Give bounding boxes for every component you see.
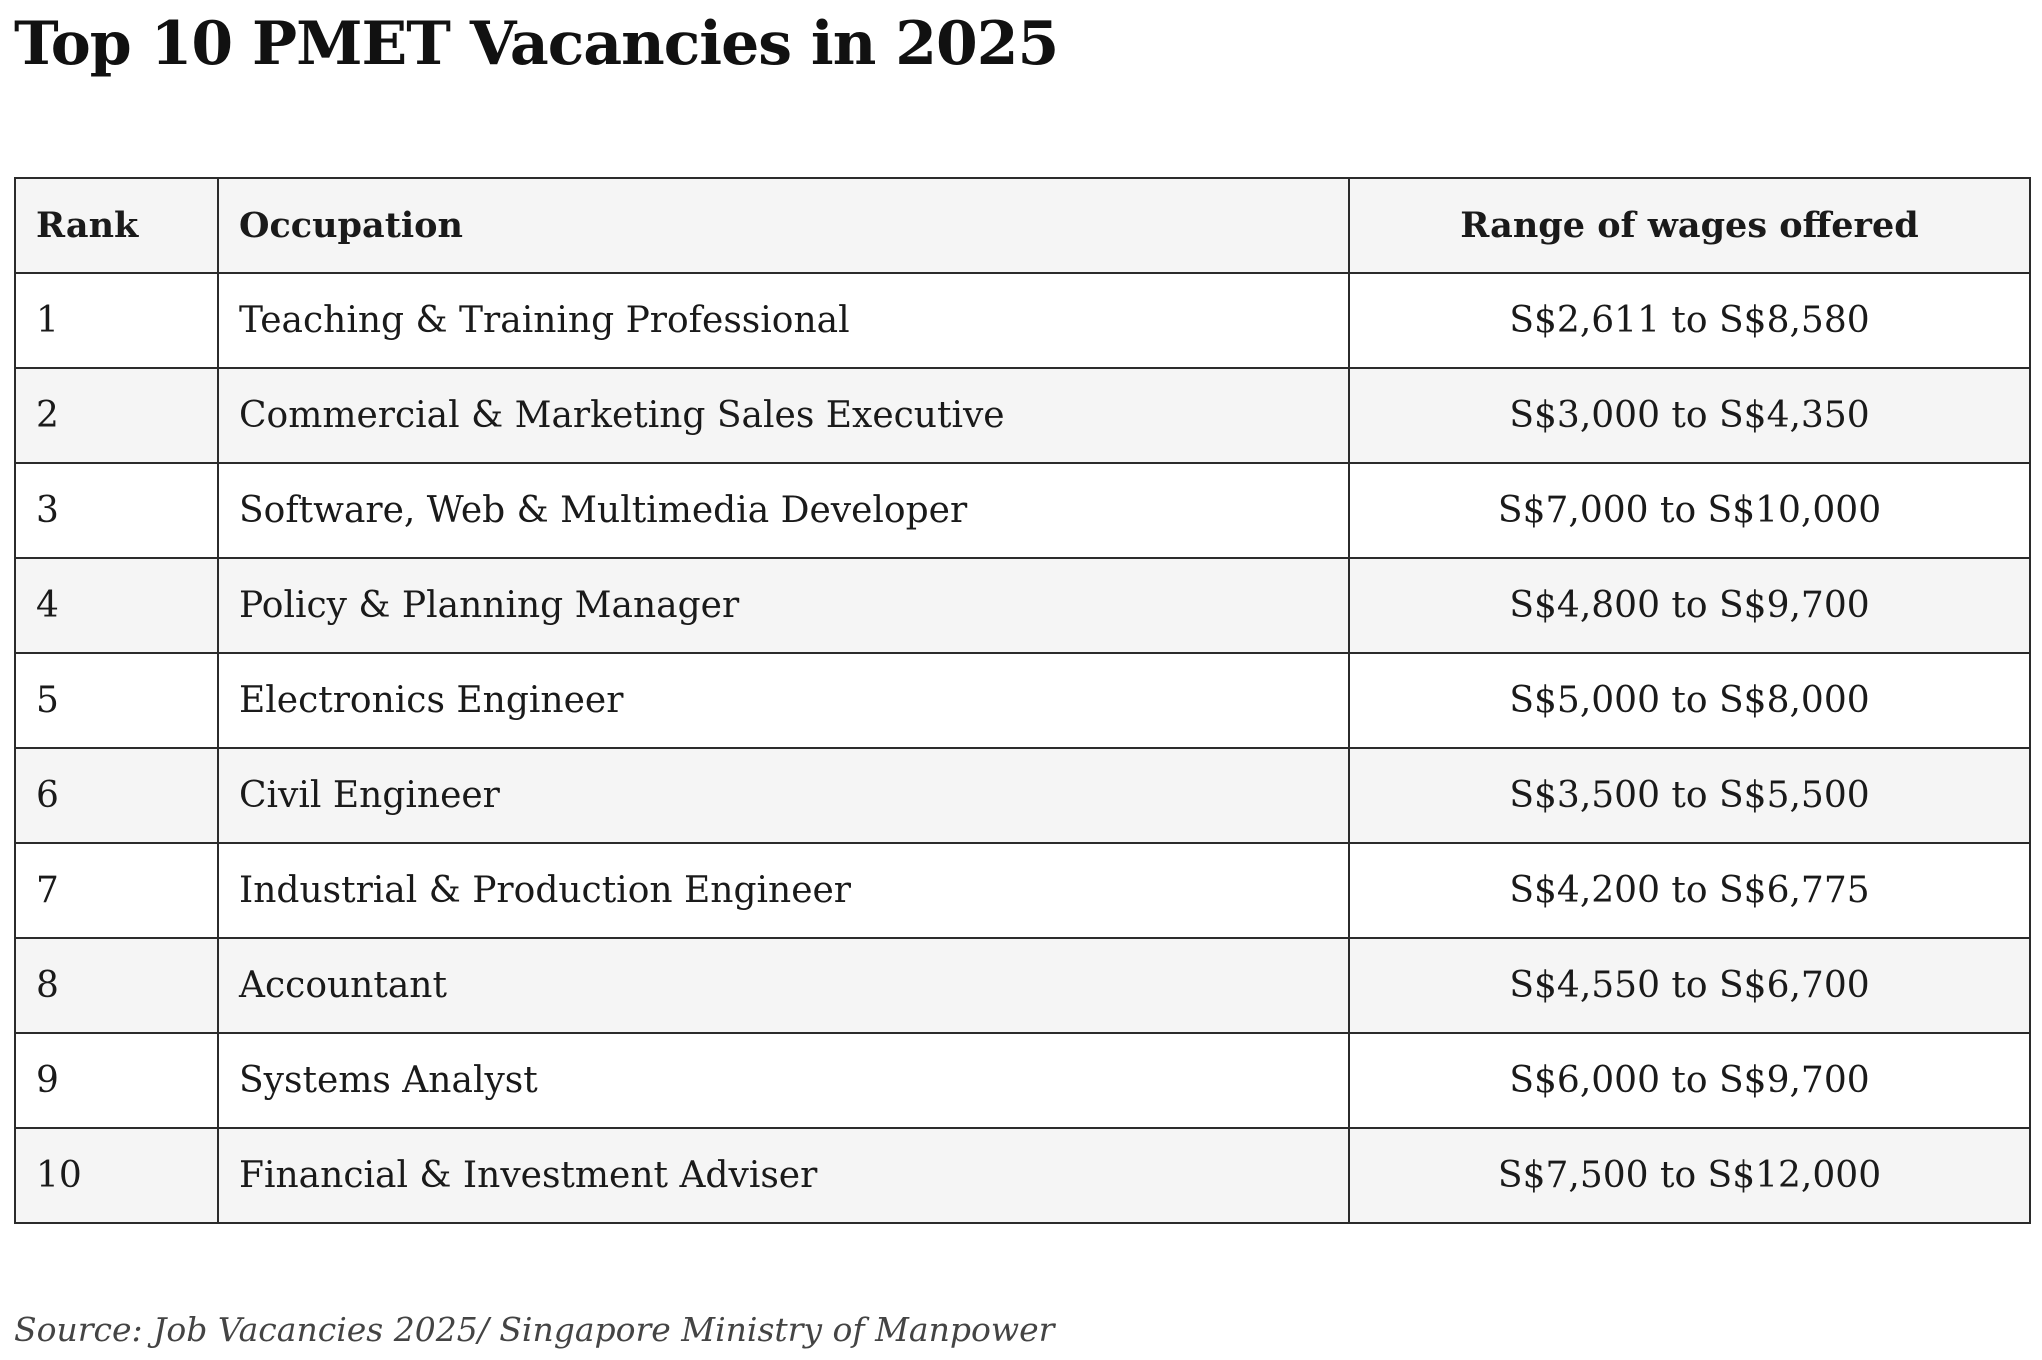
wage-cell: S$4,550 to S$6,700 xyxy=(1349,938,2030,1033)
occupation-cell: Electronics Engineer xyxy=(218,653,1349,748)
rank-cell: 4 xyxy=(15,558,218,653)
rank-cell: 7 xyxy=(15,843,218,938)
rank-cell: 3 xyxy=(15,463,218,558)
rank-cell: 6 xyxy=(15,748,218,843)
table-row xyxy=(15,938,2030,1033)
wage-cell: S$7,500 to S$12,000 xyxy=(1349,1128,2030,1223)
occupation-cell: Commercial & Marketing Sales Executive xyxy=(218,368,1349,463)
header-occupation: Occupation xyxy=(218,178,1349,273)
wage-cell: S$3,500 to S$5,500 xyxy=(1349,748,2030,843)
occupation-cell: Industrial & Production Engineer xyxy=(218,843,1349,938)
occupation-cell: Teaching & Training Professional xyxy=(218,273,1349,368)
page-title: Top 10 PMET Vacancies in 2025 xyxy=(14,9,1059,79)
occupation-cell: Accountant xyxy=(218,938,1349,1033)
rank-cell: 9 xyxy=(15,1033,218,1128)
wage-cell: S$6,000 to S$9,700 xyxy=(1349,1033,2030,1128)
table-row xyxy=(15,653,2030,748)
wage-cell: S$2,611 to S$8,580 xyxy=(1349,273,2030,368)
table-row xyxy=(15,1033,2030,1128)
wage-cell: S$4,800 to S$9,700 xyxy=(1349,558,2030,653)
table-row xyxy=(15,273,2030,368)
table-row xyxy=(15,1128,2030,1223)
wage-cell: S$4,200 to S$6,775 xyxy=(1349,843,2030,938)
vacancy-table xyxy=(14,177,2031,1224)
table-row xyxy=(15,843,2030,938)
table-header-row xyxy=(15,178,2030,273)
rank-cell: 10 xyxy=(15,1128,218,1223)
table-row xyxy=(15,463,2030,558)
occupation-cell: Policy & Planning Manager xyxy=(218,558,1349,653)
table-row xyxy=(15,558,2030,653)
rank-cell: 2 xyxy=(15,368,218,463)
wage-cell: S$3,000 to S$4,350 xyxy=(1349,368,2030,463)
header-rank: Rank xyxy=(15,178,218,273)
table-row xyxy=(15,748,2030,843)
occupation-cell: Financial & Investment Adviser xyxy=(218,1128,1349,1223)
rank-cell: 8 xyxy=(15,938,218,1033)
table-row xyxy=(15,368,2030,463)
occupation-cell: Software, Web & Multimedia Developer xyxy=(218,463,1349,558)
rank-cell: 5 xyxy=(15,653,218,748)
wage-cell: S$7,000 to S$10,000 xyxy=(1349,463,2030,558)
rank-cell: 1 xyxy=(15,273,218,368)
wage-cell: S$5,000 to S$8,000 xyxy=(1349,653,2030,748)
header-wages: Range of wages offered xyxy=(1349,178,2030,273)
occupation-cell: Systems Analyst xyxy=(218,1033,1349,1128)
source-note: Source: Job Vacancies 2025/ Singapore Ministry of Manpower xyxy=(14,1310,1055,1349)
occupation-cell: Civil Engineer xyxy=(218,748,1349,843)
